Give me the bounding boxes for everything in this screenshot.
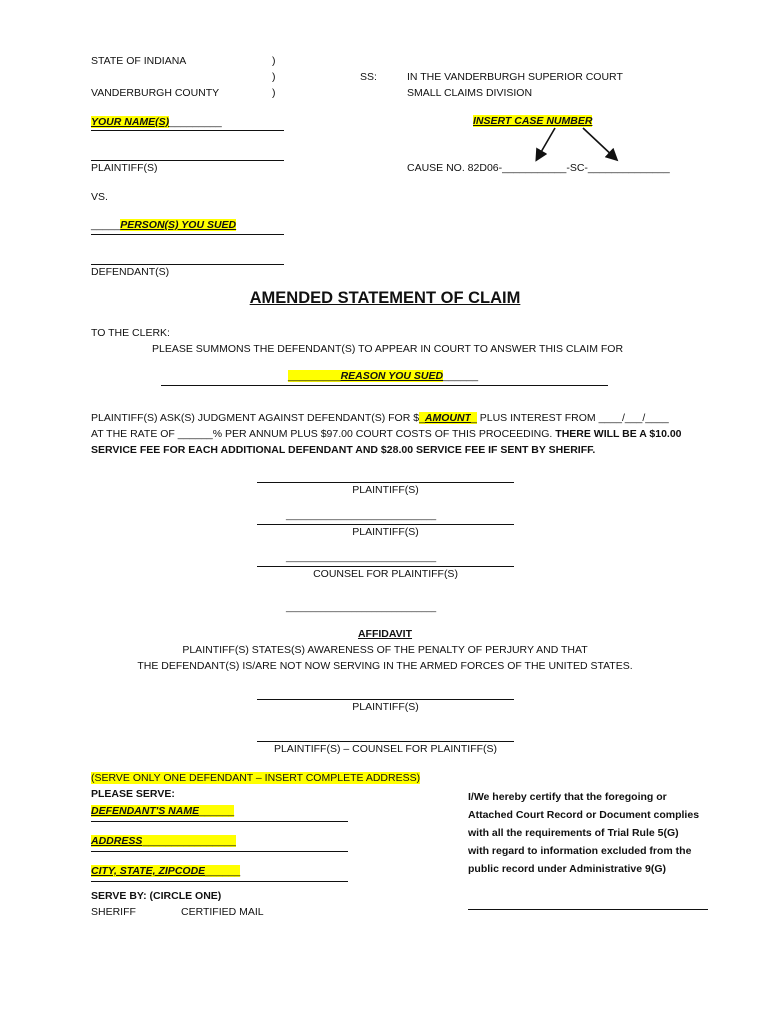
- certification-line-3: with all the requirements of Trial Rule 5(G): [468, 827, 679, 839]
- person-sued-field: [91, 219, 236, 231]
- rate-text: [91, 428, 682, 440]
- certification-line-5: public record under Administrative 9(G): [468, 863, 666, 875]
- cause-number: CAUSE NO. 82D06-___________-SC-______________: [407, 162, 670, 174]
- certification-line-1: I/We hereby certify that the foregoing or: [468, 791, 667, 803]
- serve-instruction: (SERVE ONLY ONE DEFENDANT – INSERT COMPLETE ADDRESS): [91, 772, 421, 784]
- person-sued-placeholder: PERSON(S) YOU SUED: [120, 219, 237, 231]
- certification-line-2: Attached Court Record or Document complies: [468, 809, 700, 821]
- document-title: AMENDED STATEMENT OF CLAIM: [249, 289, 521, 307]
- affidavit-line-1: PLAINTIFF(S) STATES(S) AWARENESS OF THE PENALTY OF PERJURY AND THAT: [182, 644, 588, 656]
- judgment-text: [91, 412, 669, 424]
- affidavit-sig-label-1: PLAINTIFF(S): [352, 701, 419, 713]
- court-division: SMALL CLAIMS DIVISION: [407, 87, 533, 99]
- summons-text: PLEASE SUMMONS THE DEFENDANT(S) TO APPEAR IN COURT TO ANSWER THIS CLAIM FOR: [152, 343, 624, 355]
- versus-label: VS.: [91, 191, 108, 203]
- your-names-placeholder: YOUR NAME(S): [91, 116, 170, 128]
- service-fee-text: SERVICE FEE FOR EACH ADDITIONAL DEFENDANT AND $28.00 SERVICE FEE IF SENT BY SHERIFF.: [91, 444, 596, 456]
- certification-line-4: with regard to information excluded from the: [468, 845, 692, 857]
- insert-case-number-note: INSERT CASE NUMBER: [473, 115, 593, 127]
- amount-placeholder: AMOUNT: [424, 412, 471, 424]
- caption-paren: ): [272, 71, 276, 83]
- affidavit-sig-label-2: PLAINTIFF(S) – COUNSEL FOR PLAINTIFF(S): [273, 743, 498, 755]
- person-sued-lead: _____: [91, 219, 121, 231]
- address-line: [91, 851, 348, 852]
- ss-label: SS:: [360, 71, 377, 83]
- defendant-line-2: [91, 264, 284, 265]
- defendant-name-field: [91, 805, 234, 817]
- affidavit-sig-line-2: [257, 741, 514, 742]
- affidavit-sig-line-1: [257, 699, 514, 700]
- defendant-name-placeholder: DEFENDANT'S NAME: [91, 805, 200, 817]
- rate-fee-note: THERE WILL BE A $10.00: [555, 428, 682, 440]
- amount-lead: _: [419, 412, 425, 424]
- counsel-sig-label: COUNSEL FOR PLAINTIFF(S): [313, 568, 458, 580]
- plaintiff-sig-label-1: PLAINTIFF(S): [352, 484, 419, 496]
- counsel-sig-line: [257, 566, 514, 567]
- city-field: [91, 865, 240, 877]
- counsel-sig-blank: ______________________________: [286, 552, 437, 562]
- your-names-tail: _________: [169, 116, 222, 128]
- county-label: VANDERBURGH COUNTY: [91, 87, 220, 99]
- plaintiff-line-2: [91, 160, 284, 161]
- caption-paren: ): [272, 55, 276, 67]
- reason-field: [288, 370, 478, 382]
- certification-sig-line: [468, 909, 708, 910]
- your-names-field: [91, 116, 222, 128]
- arrow-right: [583, 128, 616, 159]
- plaintiff-sig-label-2: PLAINTIFF(S): [352, 526, 419, 538]
- reason-tail: ______: [443, 370, 479, 382]
- plaintiff-line-1: [91, 130, 284, 131]
- plaintiff-sig-line-1: [257, 482, 514, 483]
- city-line: [91, 881, 348, 882]
- amount-tail: _: [471, 412, 477, 424]
- judgment-prefix: PLAINTIFF(S) ASK(S) JUDGMENT AGAINST DEFENDANT(S) FOR $: [91, 412, 420, 424]
- address-tail: ________________: [142, 835, 236, 847]
- defendant-name-line: [91, 821, 348, 822]
- arrow-left: [537, 128, 555, 159]
- to-clerk: TO THE CLERK:: [91, 327, 170, 339]
- reason-placeholder: REASON YOU SUED: [340, 370, 444, 382]
- affidavit-heading: AFFIDAVIT: [357, 628, 413, 640]
- reason-line: [161, 385, 608, 386]
- extra-sig-blank: ______________________________: [286, 602, 437, 612]
- defendant-line-1: [91, 234, 284, 235]
- rate-prefix: AT THE RATE OF ______% PER ANNUM PLUS $97.00 COURT COSTS OF THIS PROCEEDING.: [91, 428, 556, 440]
- please-serve-label: PLEASE SERVE:: [91, 788, 175, 800]
- address-placeholder: ADDRESS: [91, 835, 143, 847]
- defendant-label: DEFENDANT(S): [91, 266, 170, 278]
- plaintiff-sig-blank-2: ______________________________: [286, 510, 437, 520]
- reason-lead: _________: [288, 370, 341, 382]
- city-placeholder: CITY, STATE, ZIPCODE: [91, 865, 206, 877]
- state-label: STATE OF INDIANA: [91, 55, 187, 67]
- judgment-suffix: PLUS INTEREST FROM ____/___/____: [476, 412, 669, 424]
- address-field: [91, 835, 236, 847]
- court-name: IN THE VANDERBURGH SUPERIOR COURT: [407, 71, 623, 83]
- case-number-arrows: [520, 126, 630, 166]
- serve-by-label: SERVE BY: (CIRCLE ONE): [91, 890, 222, 902]
- city-tail: ______: [205, 865, 241, 877]
- plaintiff-sig-line-2: [257, 524, 514, 525]
- defendant-name-tail: ______: [199, 805, 235, 817]
- serve-by-sheriff: SHERIFF: [91, 906, 136, 918]
- affidavit-line-2: THE DEFENDANT(S) IS/ARE NOT NOW SERVING IN THE ARMED FORCES OF THE UNITED STATES.: [137, 660, 633, 672]
- caption-paren: ): [272, 87, 276, 99]
- serve-by-certified-mail: CERTIFIED MAIL: [181, 906, 264, 918]
- plaintiff-label: PLAINTIFF(S): [91, 162, 158, 174]
